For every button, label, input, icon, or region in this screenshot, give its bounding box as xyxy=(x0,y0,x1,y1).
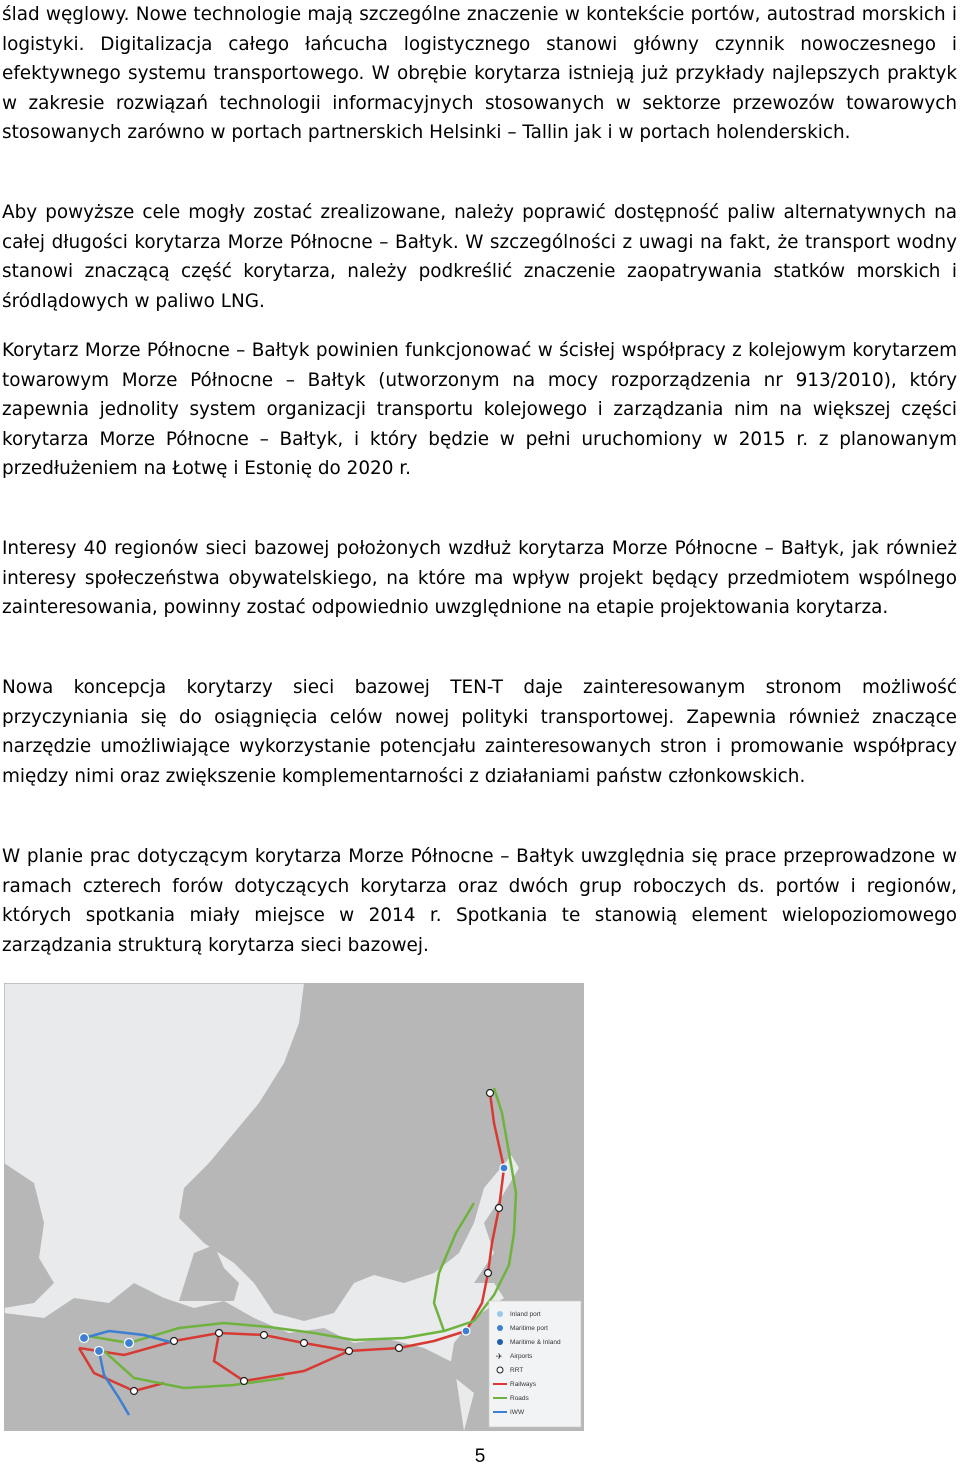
maritime-port-node xyxy=(80,1334,89,1343)
rrt-node xyxy=(131,1388,138,1395)
svg-text:Maritime port: Maritime port xyxy=(510,1325,548,1332)
svg-text:Inland port: Inland port xyxy=(510,1311,541,1318)
svg-text:Maritime & Inland: Maritime & Inland xyxy=(510,1339,561,1346)
paragraph-ten-t-concept: Nowa koncepcja korytarzy sieci bazowej TEN-T daje zainteresowanym stronom możliwość przyczyniania się do osiągnięcia celów nowej polityki transportowej. Zapewnia również znaczące narzędzie umożliwiające wykorzystanie potencjału zainteresowanych stron i promowanie współpracy między nimi oraz zwiększenie komplementarności z działaniami państw członkowskich. xyxy=(2,677,957,787)
paragraph-digitalization: ślad węglowy. Nowe technologie mają szczególne znaczenie w kontekście portów, autostrad morskich i logistyki. Digitalizacja całego łańcucha logistycznego stanowi główny czynnik nowoczesnego i efektywnego systemu transportowego. W obrębie korytarza istnieją już przykłady najlepszych praktyk w zakresie rozwiązań technologii informacyjnych stosowanych w sektorze przewozów towarowych stosowanych zarówno w portach partnerskich Helsinki – Tallin jak i w portach holenderskich. xyxy=(2,4,957,144)
maritime-port-node xyxy=(500,1164,508,1172)
legend-entry-rrt xyxy=(497,1367,523,1374)
inland-port-icon xyxy=(497,1311,503,1317)
paragraph-rail-freight-corridor: Korytarz Morze Północne – Bałtyk powinien funkcjonować w ścisłej współpracy z kolejowym korytarzem towarowym Morze Północne – Bałtyk (utworzonym na mocy rozporządzenia nr 913/2010), który zapewnia jednolity system organizacji transportu kolejowego i zarządzania nim na większej części korytarza Morze Północne – Bałtyk, i który będzie w pełni uruchomiony w 2015 r. z planowanym przedłużeniem na Łotwę i Estonię do 2020 r. xyxy=(2,340,957,480)
paragraph-work-plan: W planie prac dotyczącym korytarza Morze Północne – Bałtyk uwzględnia się prace przeprowadzone w ramach czterech forów dotyczących korytarza oraz dwóch grup roboczych ds. portów i regionów, których spotkania miały miejsce w 2014 r. Spotkania te stanowią element wielopoziomowego zarządzania strukturą korytarza sieci bazowej. xyxy=(2,846,957,956)
map-legend xyxy=(489,1301,581,1427)
maritime-port-node xyxy=(125,1339,134,1348)
svg-text:RRT: RRT xyxy=(510,1367,524,1374)
rrt-icon xyxy=(497,1367,503,1373)
rrt-node xyxy=(301,1340,308,1347)
maritime-inland-port-icon xyxy=(497,1339,503,1345)
svg-text:IWW: IWW xyxy=(510,1409,525,1416)
svg-text:Airports: Airports xyxy=(510,1353,533,1360)
rrt-node xyxy=(171,1338,178,1345)
rrt-node xyxy=(487,1090,494,1097)
corridor-map-svg xyxy=(4,983,584,1431)
rrt-node xyxy=(241,1378,248,1385)
svg-text:Railways: Railways xyxy=(510,1381,537,1388)
maritime-port-node xyxy=(95,1347,104,1356)
page-number: 5 xyxy=(474,1446,486,1467)
legend-entry-airports xyxy=(496,1352,533,1361)
airport-icon: ✈ xyxy=(496,1352,503,1361)
rrt-node xyxy=(485,1270,492,1277)
maritime-port-icon xyxy=(497,1325,503,1331)
corridor-map xyxy=(4,983,584,1431)
rrt-node xyxy=(216,1330,223,1337)
rrt-node xyxy=(346,1348,353,1355)
maritime-port-node xyxy=(462,1327,470,1335)
map-legend-box xyxy=(489,1301,581,1427)
rrt-node xyxy=(496,1205,503,1212)
paragraph-regions: Interesy 40 regionów sieci bazowej położonych wzdłuż korytarza Morze Północne – Bałtyk, jak również interesy społeczeństwa obywatelskiego, na które ma wpływ projekt będący przedmiotem wspólnego zainteresowania, powinny zostać odpowiednio uwzględnione na etapie projektowania korytarza. xyxy=(2,538,957,619)
rrt-node xyxy=(261,1332,268,1339)
paragraph-alternative-fuels: Aby powyższe cele mogły zostać zrealizowane, należy poprawić dostępność paliw alternatywnych na całej długości korytarza Morze Północne – Bałtyk. W szczególności z uwagi na fakt, że transport wodny stanowi znaczącą część korytarza, należy podkreślić znaczenie zaopatrywania statków morskich i śródlądowych w paliwo LNG. xyxy=(2,202,957,312)
rrt-node xyxy=(396,1345,403,1352)
svg-text:Roads: Roads xyxy=(510,1395,529,1402)
